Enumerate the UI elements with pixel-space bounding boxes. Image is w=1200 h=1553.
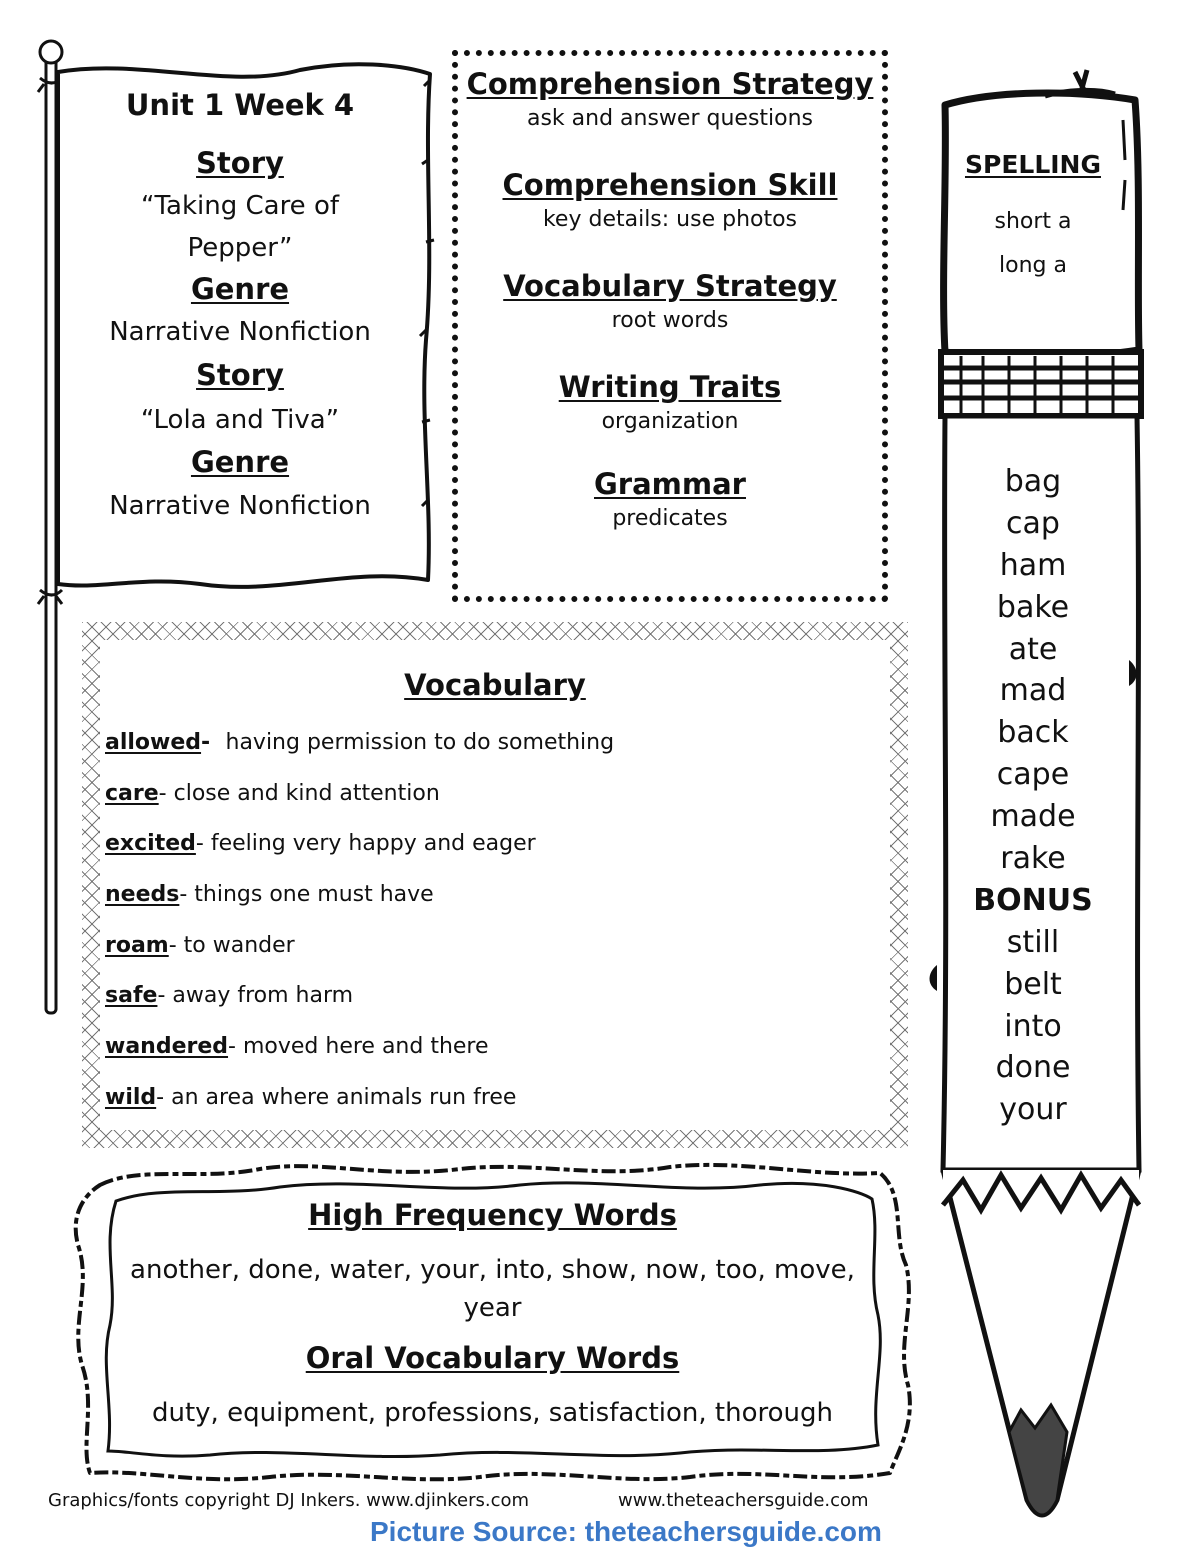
spelling-word: cape (996, 757, 1070, 793)
vocabulary-box (82, 622, 908, 1148)
vocabulary-item (105, 779, 614, 830)
vocabulary-separator: - (201, 730, 226, 755)
vocabulary-strategy-heading: Vocabulary Strategy (503, 269, 837, 303)
spelling-patterns (955, 200, 1111, 288)
comprehension-strategy-block (458, 66, 882, 136)
genre-value-1: Narrative Nonfiction (109, 317, 371, 347)
high-frequency-words: another, done, water, your, into, show, now, too, move, year (130, 1255, 855, 1323)
vocabulary-term: roam (105, 932, 169, 958)
writing-traits-value: organization (601, 409, 739, 434)
vocabulary-separator: - (195, 831, 211, 857)
spelling-word: mad (999, 673, 1067, 709)
bonus-word: into (1004, 1008, 1062, 1044)
vocabulary-item (105, 1032, 614, 1083)
spelling-word-list (955, 462, 1111, 1132)
story-heading-1: Story (196, 146, 284, 180)
spelling-word: back (997, 715, 1069, 751)
spelling-word: made (990, 799, 1076, 835)
comprehension-box (452, 50, 888, 602)
story-title-1-line-2: Pepper” (187, 233, 293, 263)
vocabulary-definition: feeling very happy and eager (210, 831, 536, 857)
spelling-word: rake (1000, 841, 1066, 877)
spelling-word: bake (996, 589, 1070, 625)
vocabulary-list (105, 728, 614, 1134)
vocabulary-separator: - (157, 983, 173, 1009)
genre-value-2: Narrative Nonfiction (109, 491, 371, 521)
writing-traits-block (458, 369, 882, 439)
vocabulary-separator: - (179, 882, 195, 908)
writing-traits-heading: Writing Traits (558, 370, 782, 404)
unit-week-title: Unit 1 Week 4 (125, 88, 355, 122)
vocabulary-separator: - (158, 780, 174, 806)
vocabulary-term: allowed (105, 730, 202, 755)
story-title-2: “Lola and Tiva” (140, 405, 340, 435)
bonus-word: still (1006, 924, 1060, 960)
vocabulary-definition: things one must have (194, 882, 434, 908)
vocabulary-separator: - (228, 1034, 243, 1060)
spelling-word: bag (1004, 464, 1062, 499)
vocabulary-term: safe (105, 983, 158, 1009)
vocabulary-item (105, 981, 614, 1032)
grammar-value: predicates (612, 506, 728, 531)
comprehension-skill-heading: Comprehension Skill (502, 168, 838, 202)
vocabulary-term: care (105, 780, 159, 806)
bonus-word: your (999, 1092, 1067, 1128)
bonus-word: done (995, 1050, 1071, 1086)
vocabulary-item (105, 728, 614, 779)
genre-heading-2: Genre (190, 445, 290, 479)
copyright-credit: Graphics/fonts copyright DJ Inkers. www.djinkers.com (48, 1490, 530, 1511)
vocabulary-separator: - (156, 1084, 172, 1110)
vocabulary-item (105, 880, 614, 931)
vocabulary-definition: an area where animals run free (171, 1084, 517, 1110)
vocabulary-title: Vocabulary (404, 668, 586, 702)
spelling-word: cap (1006, 505, 1060, 541)
high-frequency-title: High Frequency Words (308, 1198, 677, 1232)
vocabulary-term: wild (105, 1084, 157, 1110)
vocabulary-term: wandered (105, 1034, 229, 1060)
vocabulary-definition: having permission to do something (225, 730, 615, 755)
vocabulary-strategy-block (458, 268, 882, 338)
picture-source-link[interactable]: Picture Source: theteachersguide.com (370, 1516, 882, 1547)
website-credit: www.theteachersguide.com (618, 1490, 869, 1511)
vocabulary-definition: moved here and there (242, 1034, 489, 1060)
spelling-word: ate (1008, 631, 1058, 667)
genre-heading-1: Genre (190, 272, 290, 306)
vocabulary-item (105, 931, 614, 982)
bonus-word: belt (1004, 966, 1062, 1002)
story-heading-2: Story (196, 358, 284, 392)
oral-vocabulary-title: Oral Vocabulary Words (305, 1341, 680, 1375)
grammar-block (458, 466, 882, 536)
spelling-pattern: long a (999, 253, 1067, 278)
vocabulary-strategy-value: root words (611, 308, 729, 333)
comprehension-skill-block (458, 167, 882, 237)
vocabulary-item (105, 1083, 614, 1134)
spelling-title: SPELLING (964, 150, 1101, 179)
grammar-heading: Grammar (594, 467, 746, 501)
vocabulary-definition: away from harm (172, 983, 354, 1009)
bonus-label: BONUS (973, 882, 1093, 918)
vocabulary-definition: to wander (183, 932, 295, 958)
vocabulary-separator: - (168, 932, 184, 958)
spelling-word: ham (999, 547, 1067, 583)
vocabulary-item (105, 829, 614, 880)
vocabulary-definition: close and kind attention (173, 780, 440, 806)
vocabulary-term: excited (105, 831, 196, 857)
vocabulary-term: needs (105, 882, 180, 908)
spelling-pattern: short a (994, 209, 1072, 234)
vocabulary-box-inner (100, 640, 890, 1130)
oral-vocabulary-words: duty, equipment, professions, satisfaction, thorough (151, 1398, 833, 1428)
comprehension-strategy-heading: Comprehension Strategy (466, 67, 874, 101)
comprehension-skill-value: key details: use photos (542, 207, 798, 232)
comprehension-strategy-value: ask and answer questions (526, 106, 814, 131)
story-title-1-line-1: “Taking Care of (140, 191, 340, 221)
